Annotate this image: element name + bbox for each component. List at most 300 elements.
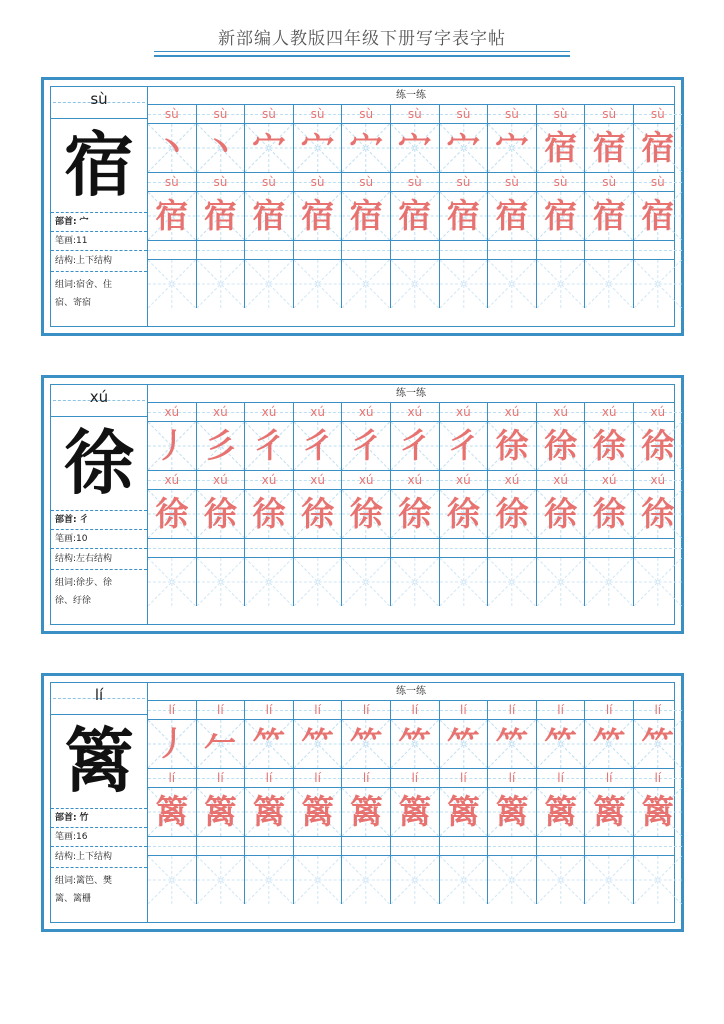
tianzige-cell[interactable] bbox=[148, 124, 197, 172]
blank-pinyin-cell[interactable] bbox=[245, 241, 294, 259]
radical-value: 彳 bbox=[79, 515, 89, 525]
pinyin-cell bbox=[148, 701, 197, 719]
tianzige-cell[interactable] bbox=[537, 124, 586, 172]
pinyin-cell bbox=[537, 403, 586, 421]
pinyin-text: sù bbox=[553, 107, 568, 121]
tianzige-cell[interactable] bbox=[245, 192, 294, 240]
blank-pinyin-cell[interactable] bbox=[634, 837, 683, 855]
practice-character: 徐 bbox=[155, 494, 189, 533]
blank-tianzige-cell[interactable] bbox=[197, 260, 246, 308]
blank-tianzige-cell[interactable] bbox=[440, 558, 489, 606]
title-underline-thick bbox=[154, 55, 570, 57]
practice-character: 彳 bbox=[349, 426, 383, 465]
blank-pinyin-cell[interactable] bbox=[294, 539, 343, 557]
blank-tianzige-cell[interactable] bbox=[391, 260, 440, 308]
pinyin-text: lí bbox=[314, 771, 321, 785]
words-line-1: 篱笆、樊 bbox=[76, 876, 113, 886]
pinyin-cell bbox=[488, 403, 537, 421]
tianzige-cell[interactable] bbox=[440, 490, 489, 538]
pinyin-cell bbox=[585, 173, 634, 191]
tianzige-cell[interactable] bbox=[294, 192, 343, 240]
practice-character: 篱 bbox=[592, 792, 626, 831]
pinyin-text: xú bbox=[456, 405, 471, 419]
practice-character: 篱 bbox=[252, 792, 286, 831]
tianzige-cell[interactable] bbox=[197, 422, 246, 470]
pinyin-cell bbox=[294, 769, 343, 787]
practice-character: 宿 bbox=[398, 196, 432, 235]
blank-writing-row bbox=[148, 260, 674, 308]
tianzige-cell[interactable] bbox=[440, 422, 489, 470]
pinyin-text: lí bbox=[557, 703, 564, 717]
blank-pinyin-cell[interactable] bbox=[585, 837, 634, 855]
blank-tianzige-cell[interactable] bbox=[634, 856, 683, 904]
pinyin-cell bbox=[148, 769, 197, 787]
pinyin-text: sù bbox=[602, 107, 617, 121]
practice-character: ⺮ bbox=[252, 724, 286, 763]
tianzige-cell[interactable] bbox=[634, 788, 683, 836]
radical-value: 宀 bbox=[79, 217, 89, 227]
pinyin-cell bbox=[585, 769, 634, 787]
pinyin-text: lí bbox=[654, 703, 662, 717]
blank-tianzige-cell[interactable] bbox=[634, 260, 683, 308]
blank-pinyin-cell[interactable] bbox=[245, 837, 294, 855]
structure-row bbox=[51, 250, 147, 270]
practice-character: 彳 bbox=[398, 426, 432, 465]
pinyin-cell bbox=[148, 403, 197, 421]
pinyin-text: lí bbox=[605, 771, 613, 785]
tianzige-cell[interactable] bbox=[197, 490, 246, 538]
sheet-frame bbox=[50, 86, 675, 327]
pinyin-box bbox=[51, 683, 147, 715]
pinyin-text: lí bbox=[654, 771, 662, 785]
practice-character: 徐 bbox=[398, 494, 432, 533]
tianzige-cell[interactable] bbox=[245, 720, 294, 768]
tianzige-cell[interactable] bbox=[342, 124, 391, 172]
blank-tianzige-cell[interactable] bbox=[342, 856, 391, 904]
blank-pinyin-cell[interactable] bbox=[197, 837, 246, 855]
pinyin-text: sù bbox=[505, 107, 519, 121]
pinyin-text: xú bbox=[261, 405, 277, 419]
radical-row bbox=[51, 808, 147, 826]
pinyin-text: sù bbox=[213, 175, 228, 189]
practice-character: ⺮ bbox=[301, 724, 335, 763]
pinyin-text: sù bbox=[407, 175, 422, 189]
tianzige-cell[interactable] bbox=[197, 788, 246, 836]
tianzige-cell[interactable] bbox=[294, 720, 343, 768]
pinyin-text: sù bbox=[164, 175, 179, 189]
tianzige-cell[interactable] bbox=[634, 124, 683, 172]
tianzige-cell[interactable] bbox=[342, 422, 391, 470]
structure-label: 结构: bbox=[55, 554, 77, 564]
practice-sheet bbox=[41, 77, 684, 336]
pinyin-cell bbox=[440, 403, 489, 421]
words-row bbox=[51, 271, 147, 321]
blank-tianzige-cell[interactable] bbox=[537, 558, 586, 606]
blank-tianzige-cell[interactable] bbox=[245, 260, 294, 308]
tianzige-cell[interactable] bbox=[342, 720, 391, 768]
practice-character: ⺮ bbox=[544, 724, 578, 763]
character-info-panel bbox=[51, 385, 148, 624]
practice-character: 丿 bbox=[155, 724, 189, 763]
pinyin-cell bbox=[245, 403, 294, 421]
words-label: 组词: bbox=[55, 578, 77, 588]
radical-label: 部首: bbox=[55, 515, 77, 525]
blank-pinyin-cell[interactable] bbox=[197, 539, 246, 557]
blank-pinyin-cell[interactable] bbox=[391, 539, 440, 557]
tianzige-cell[interactable] bbox=[294, 124, 343, 172]
pinyin-text: sù bbox=[505, 175, 519, 189]
pinyin-cell bbox=[148, 173, 197, 191]
practice-character: 宀 bbox=[301, 128, 335, 167]
pinyin-cell bbox=[391, 105, 440, 123]
pinyin-cell bbox=[634, 701, 683, 719]
blank-tianzige-cell[interactable] bbox=[488, 260, 537, 308]
model-character: 宿 bbox=[64, 123, 134, 206]
tianzige-cell[interactable] bbox=[391, 490, 440, 538]
pinyin-cell bbox=[488, 471, 537, 489]
pinyin-cell bbox=[294, 403, 343, 421]
blank-pinyin-cell[interactable] bbox=[634, 539, 683, 557]
pinyin-text: lí bbox=[362, 703, 370, 717]
tianzige-cell[interactable] bbox=[440, 192, 489, 240]
practice-character: 徐 bbox=[592, 494, 626, 533]
pinyin-text: xú bbox=[650, 405, 666, 419]
blank-tianzige-cell[interactable] bbox=[391, 558, 440, 606]
pinyin-row bbox=[148, 701, 674, 720]
blank-tianzige-cell[interactable] bbox=[148, 260, 197, 308]
practice-character: 宿 bbox=[544, 196, 578, 235]
tianzige-cell[interactable] bbox=[488, 192, 537, 240]
blank-tianzige-cell[interactable] bbox=[197, 856, 246, 904]
pinyin-row bbox=[148, 403, 674, 422]
pinyin-cell bbox=[634, 105, 683, 123]
pinyin-text: sù bbox=[359, 175, 374, 189]
blank-tianzige-cell[interactable] bbox=[148, 856, 197, 904]
practice-character: ⺮ bbox=[398, 724, 432, 763]
words-row bbox=[51, 867, 147, 917]
blank-pinyin-cell[interactable] bbox=[585, 241, 634, 259]
blank-pinyin-cell[interactable] bbox=[488, 837, 537, 855]
practice-character: 篱 bbox=[301, 792, 335, 831]
practice-grid bbox=[148, 87, 674, 326]
pinyin-cell bbox=[488, 105, 537, 123]
pinyin-text: sù bbox=[407, 107, 422, 121]
tianzige-cell[interactable] bbox=[294, 490, 343, 538]
blank-writing-row bbox=[148, 558, 674, 606]
practice-character: 丶 bbox=[203, 128, 237, 167]
practice-grid bbox=[148, 683, 674, 922]
pinyin-cell bbox=[197, 701, 246, 719]
tianzige-cell[interactable] bbox=[148, 788, 197, 836]
tianzige-cell[interactable] bbox=[391, 192, 440, 240]
tianzige-cell[interactable] bbox=[391, 720, 440, 768]
blank-pinyin-cell[interactable] bbox=[488, 539, 537, 557]
practice-character: 宀 bbox=[495, 128, 529, 167]
tianzige-cell[interactable] bbox=[342, 192, 391, 240]
practice-character: 彡 bbox=[203, 426, 237, 465]
pinyin-text: xú bbox=[650, 473, 666, 487]
pinyin-cell bbox=[245, 769, 294, 787]
blank-pinyin-cell[interactable] bbox=[634, 241, 683, 259]
practice-character: 篱 bbox=[641, 792, 675, 831]
tianzige-cell[interactable] bbox=[585, 192, 634, 240]
tianzige-cell[interactable] bbox=[342, 788, 391, 836]
blank-tianzige-cell[interactable] bbox=[537, 856, 586, 904]
blank-tianzige-cell[interactable] bbox=[342, 260, 391, 308]
pinyin-cell bbox=[585, 471, 634, 489]
pinyin-text: lí bbox=[460, 771, 467, 785]
structure-label: 结构: bbox=[55, 852, 77, 862]
blank-tianzige-cell[interactable] bbox=[585, 558, 634, 606]
tianzige-cell[interactable] bbox=[294, 788, 343, 836]
tianzige-cell[interactable] bbox=[537, 788, 586, 836]
blank-pinyin-cell[interactable] bbox=[148, 837, 197, 855]
pinyin-cell bbox=[294, 173, 343, 191]
tianzige-cell[interactable] bbox=[488, 788, 537, 836]
practice-character: 篱 bbox=[203, 792, 237, 831]
tianzige-cell[interactable] bbox=[245, 124, 294, 172]
structure-row bbox=[51, 548, 147, 568]
tianzige-cell[interactable] bbox=[634, 720, 683, 768]
pinyin-text: xú bbox=[601, 405, 617, 419]
practice-character: 徐 bbox=[495, 426, 529, 465]
blank-pinyin-cell[interactable] bbox=[537, 539, 586, 557]
blank-tianzige-cell[interactable] bbox=[197, 558, 246, 606]
blank-tianzige-cell[interactable] bbox=[440, 260, 489, 308]
practice-sheet bbox=[41, 375, 684, 634]
strokes-row bbox=[51, 827, 147, 845]
practice-character: 宀 bbox=[446, 128, 480, 167]
practice-character: 宿 bbox=[495, 196, 529, 235]
blank-tianzige-cell[interactable] bbox=[488, 558, 537, 606]
pinyin-cell bbox=[634, 173, 683, 191]
blank-tianzige-cell[interactable] bbox=[585, 856, 634, 904]
blank-tianzige-cell[interactable] bbox=[585, 260, 634, 308]
pinyin-cell bbox=[342, 173, 391, 191]
tianzige-cell[interactable] bbox=[585, 720, 634, 768]
practice-character: 宀 bbox=[398, 128, 432, 167]
pinyin-cell bbox=[440, 701, 489, 719]
blank-tianzige-cell[interactable] bbox=[342, 558, 391, 606]
pinyin-text: sù bbox=[456, 175, 471, 189]
practice-character: 宿 bbox=[641, 128, 675, 167]
pinyin-cell bbox=[391, 701, 440, 719]
pinyin-cell bbox=[245, 471, 294, 489]
tianzige-cell[interactable] bbox=[585, 490, 634, 538]
practice-character: 篱 bbox=[398, 792, 432, 831]
structure-value: 上下结构 bbox=[76, 256, 113, 266]
model-character-box bbox=[51, 715, 147, 807]
tianzige-cell[interactable] bbox=[148, 490, 197, 538]
tianzige-cell[interactable] bbox=[294, 422, 343, 470]
tianzige-cell[interactable] bbox=[391, 788, 440, 836]
practice-grid bbox=[148, 385, 674, 624]
radical-label: 部首: bbox=[55, 217, 77, 227]
strokes-label: 笔画: bbox=[55, 236, 77, 246]
pinyin-text: xú bbox=[456, 473, 471, 487]
pinyin-cell bbox=[197, 105, 246, 123]
pinyin-cell bbox=[440, 173, 489, 191]
blank-tianzige-cell[interactable] bbox=[148, 558, 197, 606]
tianzige-cell[interactable] bbox=[440, 788, 489, 836]
blank-tianzige-cell[interactable] bbox=[294, 856, 343, 904]
pinyin-text: xú bbox=[164, 473, 180, 487]
words-row bbox=[51, 569, 147, 619]
blank-pinyin-cell[interactable] bbox=[148, 241, 197, 259]
tianzige-cell[interactable] bbox=[585, 788, 634, 836]
pinyin-cell bbox=[488, 173, 537, 191]
blank-pinyin-cell[interactable] bbox=[391, 837, 440, 855]
pinyin: xú bbox=[89, 388, 109, 406]
pinyin-text: lí bbox=[557, 771, 564, 785]
blank-pinyin-cell[interactable] bbox=[537, 241, 586, 259]
tianzige-cell[interactable] bbox=[245, 788, 294, 836]
tianzige-cell[interactable] bbox=[440, 720, 489, 768]
blank-tianzige-cell[interactable] bbox=[488, 856, 537, 904]
practice-character: 宀 bbox=[252, 128, 286, 167]
pinyin-cell bbox=[488, 701, 537, 719]
strokes-label: 笔画: bbox=[55, 832, 77, 842]
pinyin-text: lí bbox=[411, 703, 419, 717]
practice-sheet bbox=[41, 673, 684, 932]
tianzige-cell[interactable] bbox=[148, 192, 197, 240]
practice-character: 彳 bbox=[446, 426, 480, 465]
pinyin-text: sù bbox=[650, 175, 665, 189]
pinyin-text: xú bbox=[261, 473, 277, 487]
tianzige-cell[interactable] bbox=[197, 720, 246, 768]
radical-row bbox=[51, 510, 147, 528]
pinyin-text: sù bbox=[310, 107, 325, 121]
blank-pinyin-cell[interactable] bbox=[294, 241, 343, 259]
tianzige-cell[interactable] bbox=[585, 422, 634, 470]
blank-tianzige-cell[interactable] bbox=[440, 856, 489, 904]
blank-pinyin-cell[interactable] bbox=[440, 539, 489, 557]
tianzige-cell[interactable] bbox=[537, 192, 586, 240]
tianzige-cell[interactable] bbox=[585, 124, 634, 172]
tianzige-cell[interactable] bbox=[488, 490, 537, 538]
practice-character: 宿 bbox=[446, 196, 480, 235]
pinyin-text: lí bbox=[314, 703, 321, 717]
pinyin-cell bbox=[342, 403, 391, 421]
blank-pinyin-cell[interactable] bbox=[294, 837, 343, 855]
pinyin-text: sù bbox=[262, 107, 276, 121]
pinyin-text: xú bbox=[358, 405, 374, 419]
tianzige-cell[interactable] bbox=[197, 124, 246, 172]
tianzige-cell[interactable] bbox=[537, 422, 586, 470]
blank-pinyin-cell[interactable] bbox=[245, 539, 294, 557]
pinyin: lí bbox=[94, 686, 104, 704]
pinyin-text: lí bbox=[265, 771, 273, 785]
practice-character: ⺮ bbox=[446, 724, 480, 763]
pinyin-row bbox=[148, 471, 674, 490]
pinyin-cell bbox=[294, 471, 343, 489]
practice-character: 宿 bbox=[592, 128, 626, 167]
blank-pinyin-cell[interactable] bbox=[391, 241, 440, 259]
blank-tianzige-cell[interactable] bbox=[294, 260, 343, 308]
tianzige-cell[interactable] bbox=[537, 720, 586, 768]
pinyin-text: xú bbox=[407, 405, 423, 419]
trace-row bbox=[148, 490, 674, 539]
page-title: 新部编人教版四年级下册写字表字帖 bbox=[218, 29, 506, 49]
radical-label: 部首: bbox=[55, 813, 77, 823]
blank-tianzige-cell[interactable] bbox=[634, 558, 683, 606]
tianzige-cell[interactable] bbox=[197, 192, 246, 240]
blank-tianzige-cell[interactable] bbox=[245, 558, 294, 606]
blank-pinyin-cell[interactable] bbox=[342, 539, 391, 557]
pinyin-text: lí bbox=[508, 771, 516, 785]
blank-pinyin-cell[interactable] bbox=[148, 539, 197, 557]
pinyin-box bbox=[51, 87, 147, 119]
pinyin-cell bbox=[148, 105, 197, 123]
pinyin-text: xú bbox=[504, 473, 520, 487]
tianzige-cell[interactable] bbox=[148, 720, 197, 768]
blank-pinyin-cell[interactable] bbox=[488, 241, 537, 259]
tianzige-cell[interactable] bbox=[537, 490, 586, 538]
tianzige-cell[interactable] bbox=[488, 422, 537, 470]
strokes-value: 16 bbox=[76, 832, 88, 842]
tianzige-cell[interactable] bbox=[634, 192, 683, 240]
practice-character: 徐 bbox=[544, 426, 578, 465]
stroke-order-row bbox=[148, 720, 674, 769]
pinyin-text: sù bbox=[310, 175, 325, 189]
tianzige-cell[interactable] bbox=[342, 490, 391, 538]
blank-pinyin-cell[interactable] bbox=[440, 241, 489, 259]
tianzige-cell[interactable] bbox=[634, 422, 683, 470]
pinyin-text: sù bbox=[359, 107, 374, 121]
practice-character: 徐 bbox=[544, 494, 578, 533]
tianzige-cell[interactable] bbox=[634, 490, 683, 538]
pinyin-cell bbox=[537, 173, 586, 191]
blank-pinyin-cell[interactable] bbox=[585, 539, 634, 557]
tianzige-cell[interactable] bbox=[440, 124, 489, 172]
tianzige-cell[interactable] bbox=[488, 124, 537, 172]
model-character: 篱 bbox=[64, 719, 134, 802]
blank-tianzige-cell[interactable] bbox=[537, 260, 586, 308]
tianzige-cell[interactable] bbox=[245, 490, 294, 538]
tianzige-cell[interactable] bbox=[391, 124, 440, 172]
blank-tianzige-cell[interactable] bbox=[391, 856, 440, 904]
blank-pinyin-row bbox=[148, 241, 674, 260]
blank-pinyin-cell[interactable] bbox=[342, 241, 391, 259]
words-line-1: 徐步、徐 bbox=[76, 578, 113, 588]
pinyin-text: sù bbox=[262, 175, 276, 189]
blank-pinyin-cell[interactable] bbox=[537, 837, 586, 855]
pinyin-cell bbox=[245, 105, 294, 123]
tianzige-cell[interactable] bbox=[488, 720, 537, 768]
blank-pinyin-cell[interactable] bbox=[342, 837, 391, 855]
practice-character: 宿 bbox=[252, 196, 286, 235]
strokes-label: 笔画: bbox=[55, 534, 77, 544]
blank-tianzige-cell[interactable] bbox=[245, 856, 294, 904]
model-character-box bbox=[51, 119, 147, 211]
stroke-order-row bbox=[148, 422, 674, 471]
pinyin-cell bbox=[197, 173, 246, 191]
blank-pinyin-row bbox=[148, 539, 674, 558]
practice-character: 徐 bbox=[641, 426, 675, 465]
blank-pinyin-cell[interactable] bbox=[197, 241, 246, 259]
blank-pinyin-cell[interactable] bbox=[440, 837, 489, 855]
practice-character: 宿 bbox=[301, 196, 335, 235]
pinyin-cell bbox=[342, 471, 391, 489]
tianzige-cell[interactable] bbox=[148, 422, 197, 470]
practice-character: 宿 bbox=[203, 196, 237, 235]
tianzige-cell[interactable] bbox=[391, 422, 440, 470]
tianzige-cell[interactable] bbox=[245, 422, 294, 470]
practice-character: ⺮ bbox=[349, 724, 383, 763]
blank-tianzige-cell[interactable] bbox=[294, 558, 343, 606]
pinyin-cell bbox=[342, 769, 391, 787]
pinyin-cell bbox=[585, 403, 634, 421]
